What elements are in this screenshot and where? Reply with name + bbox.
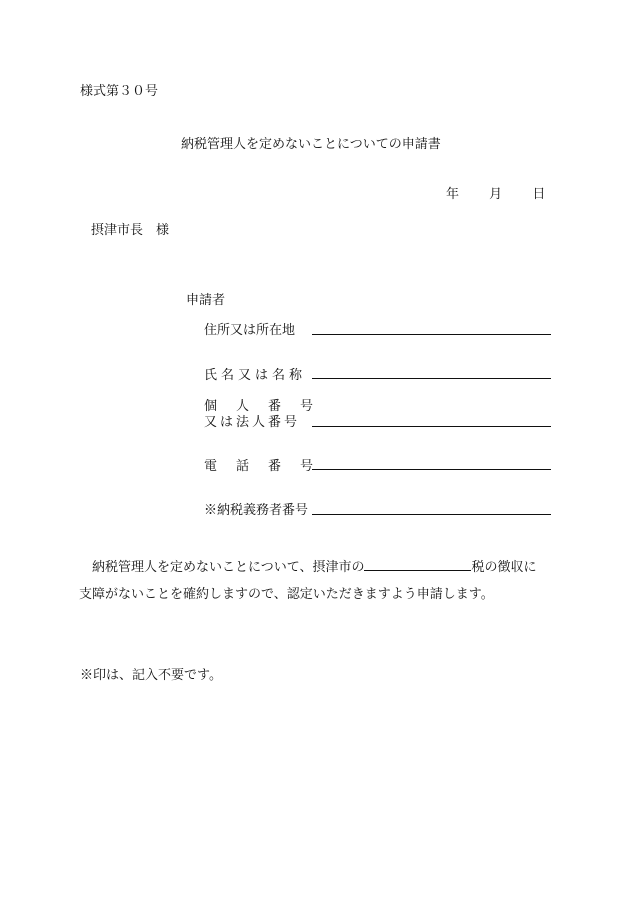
name-label: 氏名又は名称: [204, 368, 307, 383]
individual-number-char: 号: [300, 399, 314, 414]
addressee: [91, 219, 169, 238]
date-year-label: 年: [446, 187, 460, 202]
tax-type-blank[interactable]: [364, 558, 471, 571]
address-input-line[interactable]: [312, 334, 551, 335]
footnote: ※印は、記入不要です。: [80, 668, 222, 683]
phone-label-char: 電: [204, 459, 218, 474]
form-number: 様式第３０号: [80, 84, 159, 99]
phone-label: [204, 455, 313, 474]
date-row: [446, 183, 545, 202]
declaration-part3: 支障がないことを確約しますので、認定いただきますよう申請します。: [79, 587, 494, 602]
taxpayer-number-input-line[interactable]: [312, 514, 551, 515]
address-label: 住所又は所在地: [204, 323, 296, 338]
declaration-text: [79, 554, 554, 608]
phone-label-char: 番: [268, 459, 282, 474]
taxpayer-number-label: ※納税義務者番号: [204, 503, 309, 518]
addressee-honorific: 様: [156, 223, 170, 238]
individual-number-char: 人: [236, 399, 250, 414]
number-input-line[interactable]: [312, 426, 551, 427]
individual-number-char: 番: [268, 399, 282, 414]
name-input-line[interactable]: [312, 378, 551, 379]
declaration-part2: 税の徴収に: [471, 560, 537, 575]
declaration-part1: 納税管理人を定めないことについて、摂津市の: [92, 560, 365, 575]
date-day-label: 日: [532, 187, 546, 202]
phone-input-line[interactable]: [312, 469, 551, 470]
document-title: 納税管理人を定めないことについての申請書: [181, 137, 441, 152]
individual-number-char: 個: [204, 399, 218, 414]
applicant-label: 申請者: [186, 293, 226, 308]
addressee-name: 摂津市長: [91, 223, 144, 238]
phone-label-char: 号: [300, 459, 314, 474]
date-month-label: 月: [489, 187, 503, 202]
corporate-number-label: 又は法人番号: [204, 415, 301, 430]
phone-label-char: 話: [236, 459, 250, 474]
